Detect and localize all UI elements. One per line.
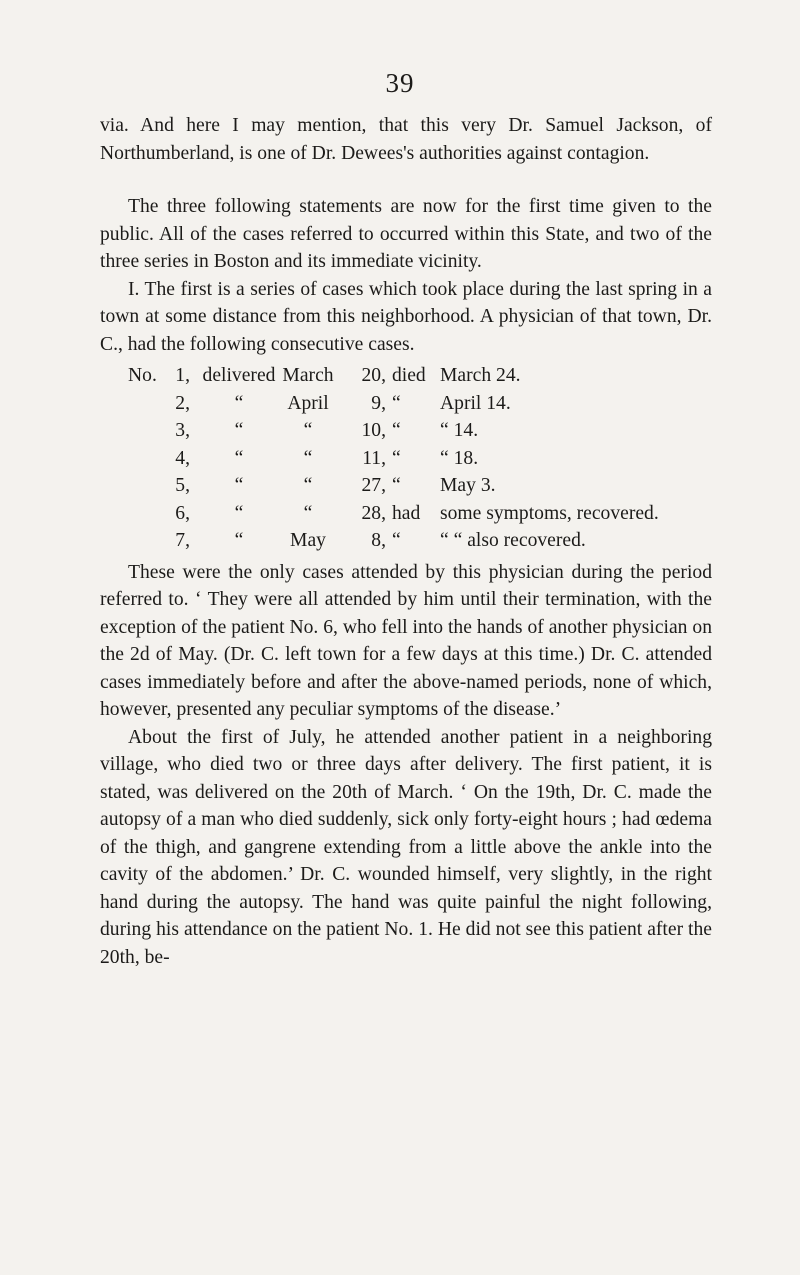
case-outcome-date: “ 18.	[440, 447, 479, 469]
table-row	[128, 445, 659, 473]
case-delivered: “	[234, 475, 244, 496]
case-month: “	[303, 502, 313, 524]
case-outcome: “	[392, 475, 401, 496]
case-outcome-date: March 24.	[440, 365, 521, 386]
case-day: 27,	[361, 475, 386, 496]
page-body	[100, 112, 712, 971]
case-day: 11,	[362, 447, 386, 469]
case-number: 2,	[175, 392, 190, 414]
paragraph-july-case: About the first of July, he attended another patient in a neighboring village, who died two or three days after delivery. The first patient, it is stated, was delivered on the 20th of March. ‘ On the 19th, Dr. C. made the autopsy of a man who died suddenly, sick only forty-eight hours ; had œdema of the thigh, and gangrene extending from a little above the ankle into the cavity of the abdomen.’ Dr. C. wounded himself, very slightly, in the right hand during the autopsy. The hand was quite painful the night following, during his attendance on the patient No. 1. He did not see this patient after the 20th, be-	[100, 726, 712, 968]
case-month: “	[303, 447, 313, 469]
table-row	[128, 472, 659, 500]
case-month: “	[303, 420, 313, 441]
case-delivered: “	[234, 392, 244, 414]
case-outcome-date: May 3.	[440, 475, 496, 496]
case-label	[128, 390, 166, 418]
case-label	[128, 527, 166, 555]
case-number: 4,	[175, 447, 190, 469]
case-delivered: “	[234, 447, 244, 469]
case-outcome-date: some symptoms, recovered.	[440, 502, 659, 524]
case-day: 20,	[361, 365, 386, 386]
cases-table	[128, 362, 659, 555]
table-row	[128, 362, 659, 390]
case-number: 6,	[175, 502, 190, 524]
case-label	[128, 445, 166, 473]
case-month: April	[287, 392, 329, 414]
case-month: “	[303, 475, 313, 496]
case-month: March	[282, 365, 334, 386]
table-row	[128, 527, 659, 555]
case-day: 28,	[361, 502, 386, 524]
case-number: 7,	[175, 530, 190, 551]
case-outcome: “	[392, 530, 401, 551]
paragraph-continuation: via. And here I may mention, that this very Dr. Samuel Jackson, of Northumberland, is one of Dr. Dewees's authorities against contagion.	[100, 115, 712, 164]
case-outcome: died	[392, 365, 426, 386]
case-delivered: “	[234, 420, 244, 441]
case-label	[128, 500, 166, 528]
table-row	[128, 500, 659, 528]
table-row	[128, 390, 659, 418]
case-day: 9,	[371, 392, 386, 414]
paragraph-intro: The three following statements are now for the first time given to the public. All of the cases referred to occurred within this State, and two of the three series in Boston and its immediate vicinity.	[100, 196, 712, 272]
case-number: 5,	[175, 475, 190, 496]
case-outcome: “	[392, 392, 401, 414]
case-day: 10,	[361, 420, 386, 441]
paragraph-cases-summary: These were the only cases attended by this physician during the period referred to. ‘ They were all attended by him until their termination, with the exception of the patient No. 6, who fell into the hands of another physician on the 2d of May. (Dr. C. left town for a few days at this time.) Dr. C. attended cases immediately before and after the above-named periods, none of which, however, presented any peculiar symptoms of the disease.’	[100, 561, 712, 720]
case-label	[128, 472, 166, 500]
case-outcome: “	[392, 447, 401, 469]
paragraph-series-one: I. The first is a series of cases which took place during the last spring in a town at some distance from this neighborhood. A physician of that town, Dr. C., had the following consecutive cases.	[100, 278, 712, 355]
case-outcome: had	[392, 502, 421, 524]
case-label: No.	[128, 365, 157, 386]
page-number: 39	[385, 68, 415, 98]
case-number: 1,	[175, 365, 190, 386]
case-delivered: “	[234, 530, 244, 551]
case-day: 8,	[371, 530, 386, 551]
case-label	[128, 417, 166, 445]
case-outcome-date: “ “ also recovered.	[440, 530, 586, 551]
case-number: 3,	[175, 420, 190, 441]
case-delivered: delivered	[202, 365, 276, 386]
table-row	[128, 417, 659, 445]
case-delivered: “	[234, 502, 244, 524]
case-outcome: “	[392, 420, 401, 441]
case-outcome-date: April 14.	[440, 392, 511, 414]
case-outcome-date: “ 14.	[440, 420, 479, 441]
case-month: May	[290, 530, 326, 551]
